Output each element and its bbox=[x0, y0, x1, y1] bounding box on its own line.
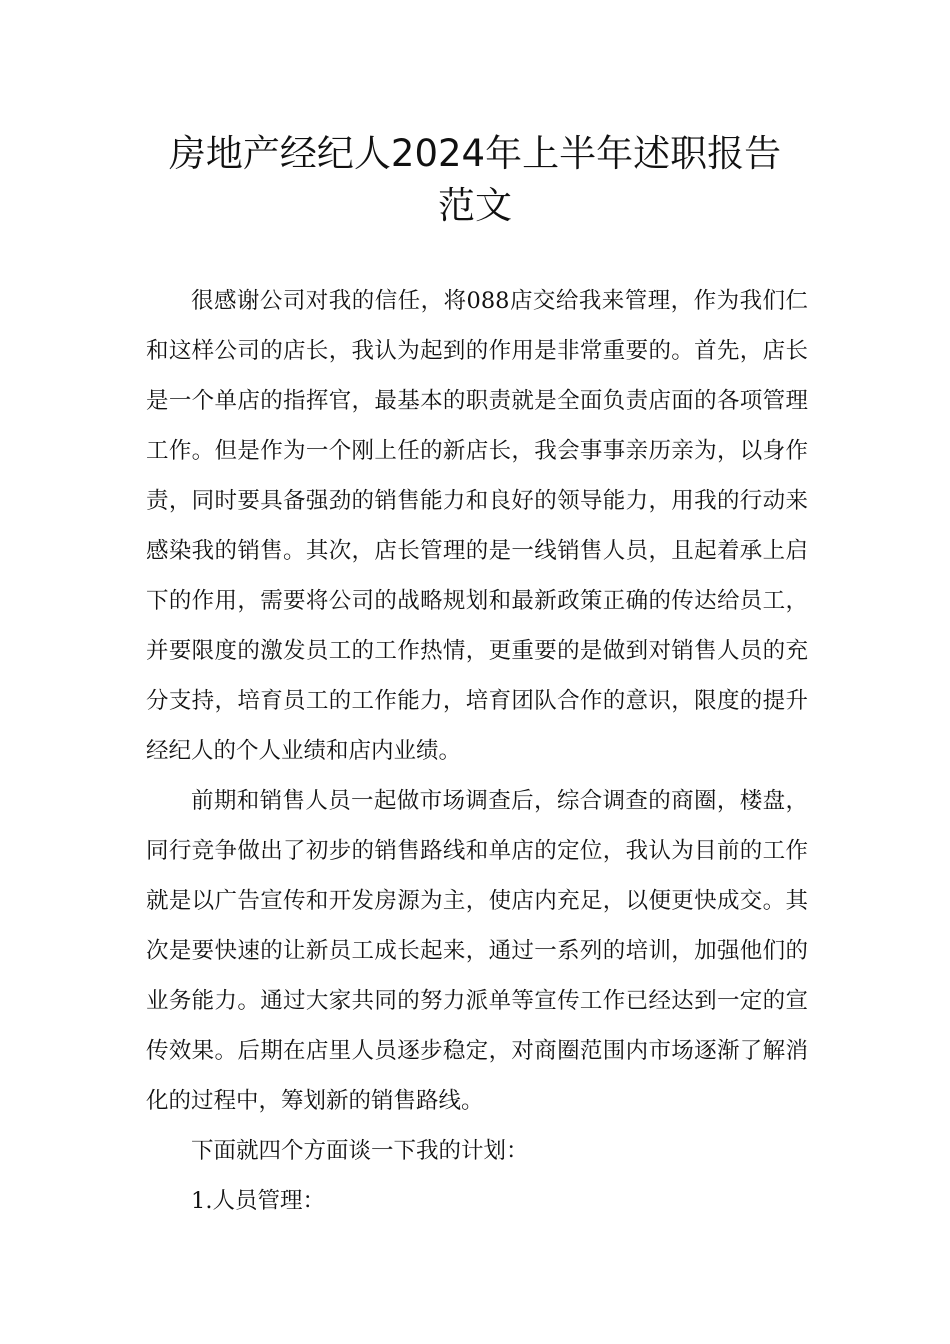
paragraph-intro: 很感谢公司对我的信任，将088店交给我来管理，作为我们仁和这样公司的店长，我认为起到的作用是非常重要的。首先，店长是一个单店的指挥官，最基本的职责就是全面负责店面的各项管理工作。但是作为一个刚上任的新店长，我会事事亲历亲为，以身作责，同时要具备强劲的销售能力和良好的领导能力，用我的行动来感染我的销售。其次，店长管理的是一线销售人员，且起着承上启下的作用，需要将公司的战略规划和最新政策正确的传达给员工，并要限度的激发员工的工作热情，更重要的是做到对销售人员的充分支持，培育员工的工作能力，培育团队合作的意识，限度的提升经纪人的个人业绩和店内业绩。 bbox=[146, 288, 808, 764]
document-title bbox=[140, 128, 810, 232]
title-line-1: 房地产经纪人2024年上半年述职报告 bbox=[168, 132, 782, 175]
title-line-2: 范文 bbox=[438, 184, 512, 227]
section-heading-staff-management: 1.人员管理： bbox=[191, 1188, 325, 1214]
paragraph-plan-intro: 下面就四个方面谈一下我的计划： bbox=[191, 1138, 529, 1164]
document-body bbox=[146, 276, 808, 1226]
paragraph-early-work: 前期和销售人员一起做市场调查后，综合调查的商圈，楼盘，同行竞争做出了初步的销售路线和单店的定位，我认为目前的工作就是以广告宣传和开发房源为主，使店内充足，以便更快成交。其次是要快速的让新员工成长起来，通过一系列的培训，加强他们的业务能力。通过大家共同的努力派单等宣传工作已经达到一定的宣传效果。后期在店里人员逐步稳定，对商圈范围内市场逐渐了解消化的过程中，筹划新的销售路线。 bbox=[146, 788, 808, 1114]
